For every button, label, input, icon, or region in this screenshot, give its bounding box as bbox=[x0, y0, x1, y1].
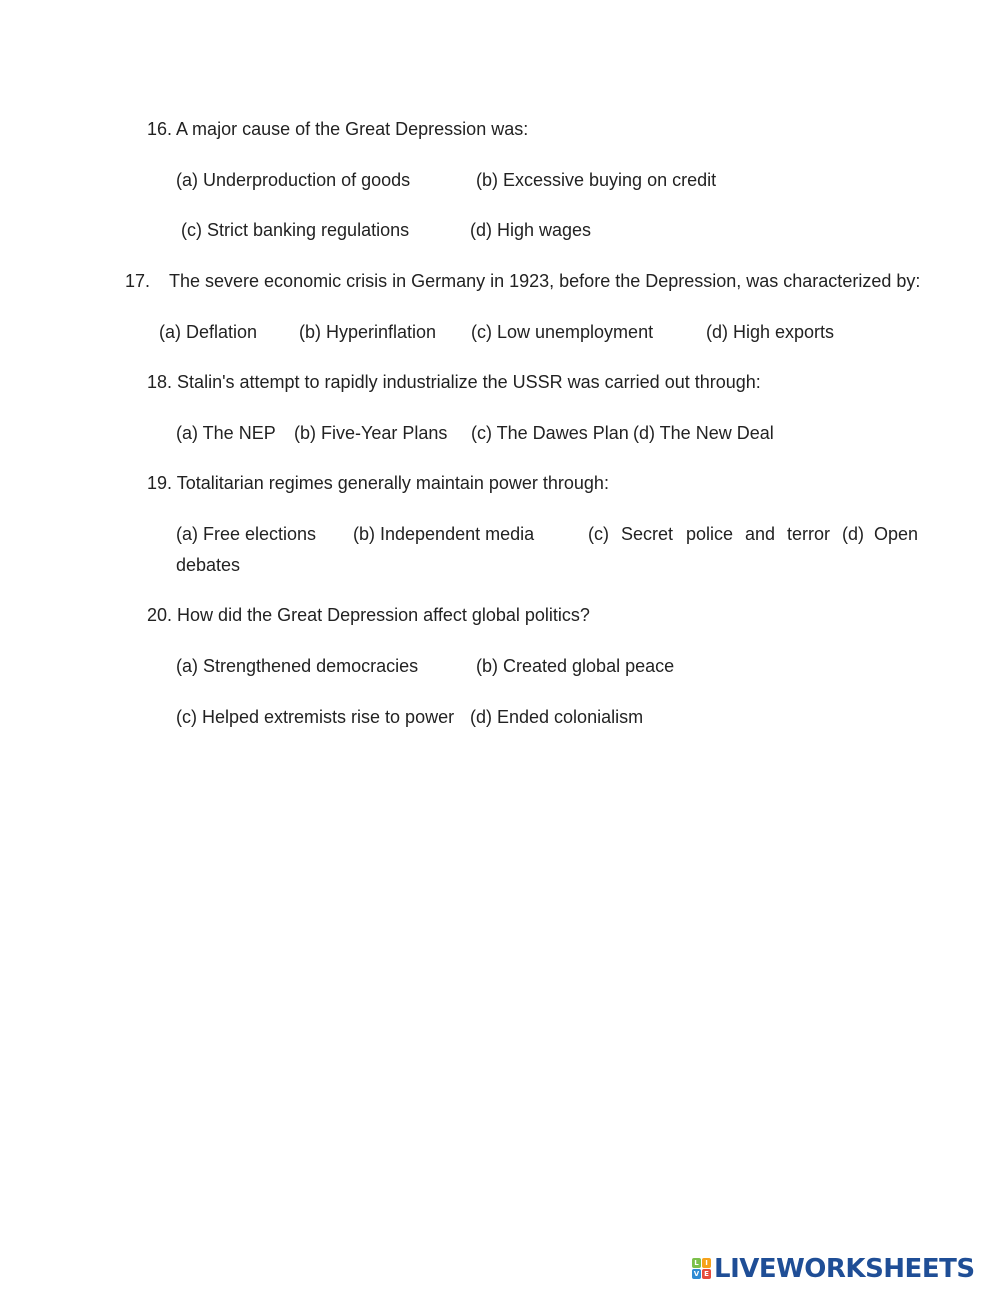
option-16b[interactable]: (b) Excessive buying on credit bbox=[476, 170, 717, 190]
question-16 bbox=[147, 118, 528, 140]
option-18c[interactable]: (c) The Dawes Plan bbox=[471, 423, 629, 443]
option-19c-word[interactable]: terror bbox=[787, 524, 831, 544]
option-16d[interactable]: (d) High wages bbox=[470, 220, 592, 240]
option-18a[interactable]: (a) The NEP bbox=[176, 423, 276, 443]
question-number: 18. bbox=[147, 372, 173, 392]
option-18b[interactable]: (b) Five-Year Plans bbox=[294, 423, 448, 443]
option-19d-word[interactable]: Open bbox=[874, 524, 919, 544]
question-number: 19. bbox=[147, 473, 173, 493]
option-19c-word[interactable]: Secret bbox=[621, 524, 674, 544]
option-20a[interactable]: (a) Strengthened democracies bbox=[176, 656, 419, 676]
question-text: How did the Great Depression affect global politics? bbox=[177, 605, 590, 625]
logo-mark-icon bbox=[692, 1258, 712, 1280]
option-19c-word[interactable]: police bbox=[686, 524, 734, 544]
logo-text: LIVEWORKSHEETS bbox=[714, 1254, 975, 1284]
logo-mark-tile: E bbox=[702, 1269, 711, 1279]
question-17-text: The severe economic crisis in Germany in 1923, before the Depression, was characterized by: bbox=[169, 271, 921, 291]
question-number: 17. bbox=[125, 271, 151, 291]
option-19d-wrap[interactable]: debates bbox=[176, 555, 241, 575]
question-20 bbox=[147, 604, 590, 626]
option-19a[interactable]: (a) Free elections bbox=[176, 524, 317, 544]
logo-mark-tile: L bbox=[692, 1258, 701, 1268]
question-18 bbox=[147, 371, 761, 393]
option-20c[interactable]: (c) Helped extremists rise to power bbox=[176, 707, 455, 727]
option-19b[interactable]: (b) Independent media bbox=[353, 524, 535, 544]
option-17b[interactable]: (b) Hyperinflation bbox=[299, 322, 437, 342]
question-17 bbox=[125, 270, 150, 292]
question-19 bbox=[147, 472, 609, 494]
option-20b[interactable]: (b) Created global peace bbox=[476, 656, 675, 676]
question-number: 16. bbox=[147, 119, 173, 139]
option-16a[interactable]: (a) Underproduction of goods bbox=[176, 170, 411, 190]
option-18d[interactable]: (d) The New Deal bbox=[633, 423, 774, 443]
option-17c[interactable]: (c) Low unemployment bbox=[471, 322, 654, 342]
option-19d-word[interactable]: (d) bbox=[842, 524, 864, 544]
option-19c-word[interactable]: and bbox=[745, 524, 776, 544]
option-16c[interactable]: (c) Strict banking regulations bbox=[181, 220, 410, 240]
liveworksheets-logo bbox=[692, 1254, 975, 1284]
logo-mark-tile: V bbox=[693, 1270, 700, 1278]
question-text: A major cause of the Great Depression was: bbox=[176, 119, 529, 139]
question-number: 20. bbox=[147, 605, 173, 625]
question-text: Stalin's attempt to rapidly industrialize the USSR was carried out through: bbox=[177, 372, 761, 392]
logo-mark-tile: I bbox=[702, 1258, 711, 1268]
option-17a[interactable]: (a) Deflation bbox=[159, 322, 258, 342]
question-text: Totalitarian regimes generally maintain power through: bbox=[176, 473, 609, 493]
option-17d[interactable]: (d) High exports bbox=[706, 322, 835, 342]
option-19c-word[interactable]: (c) bbox=[588, 524, 609, 544]
option-20d[interactable]: (d) Ended colonialism bbox=[470, 707, 644, 727]
